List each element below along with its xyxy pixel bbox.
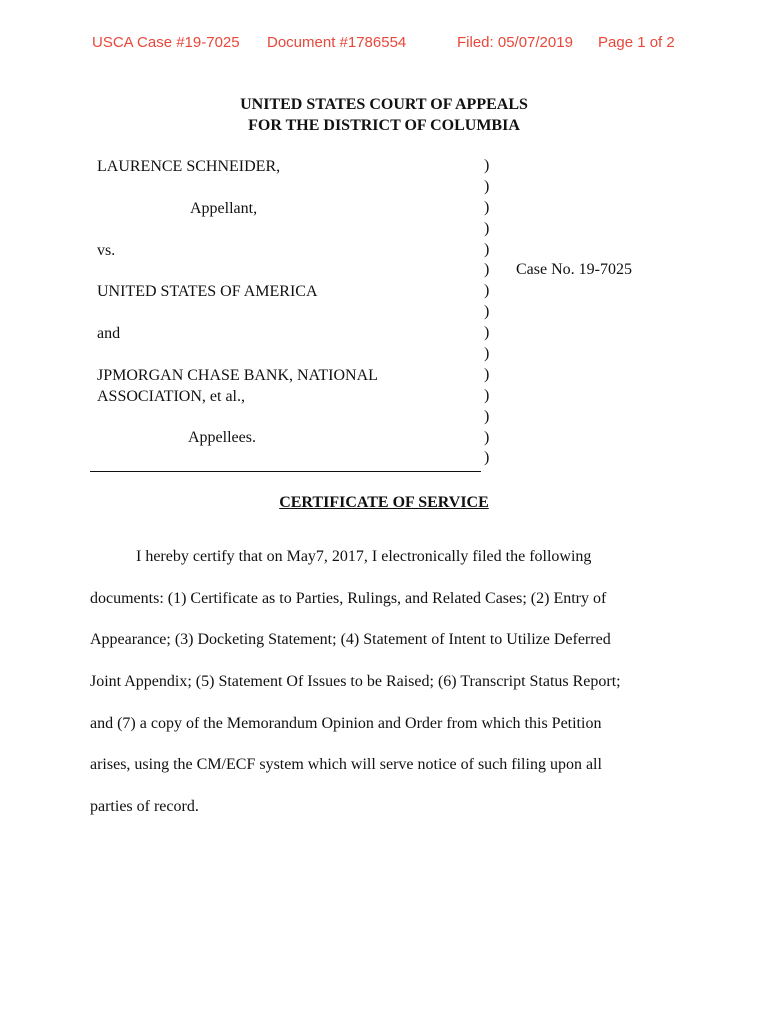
filing-header [0,34,768,54]
paren: ) [484,407,490,425]
header-page-number: Page 1 of 2 [598,34,675,51]
paren: ) [484,157,490,174]
caption-parentheses [484,156,489,469]
paren: ) [484,240,490,258]
body-line: Appearance; (3) Docketing Statement; (4) Statement of Intent to Utilize Deferred [90,631,611,649]
court-title-line1: UNITED STATES COURT OF APPEALS [240,96,528,113]
paren: ) [484,177,490,195]
paren: ) [484,219,490,237]
paren: ) [484,365,490,383]
paren: ) [484,449,490,467]
body-line: documents: (1) Certificate as to Parties, Rulings, and Related Cases; (2) Entry of [90,589,607,607]
versus: vs. [97,242,116,259]
caption-rule [90,471,481,472]
appellee-2-line2: ASSOCIATION, et al., [97,388,245,405]
paren: ) [484,428,490,446]
paren: ) [484,282,490,300]
appellee-1: UNITED STATES OF AMERICA [97,283,318,300]
body-line: I hereby certify that on May7, 2017, I electronically filed the following [136,548,592,565]
appellant-name: LAURENCE SCHNEIDER, [97,158,281,175]
paren: ) [484,386,490,404]
paren: ) [484,303,490,321]
paren: ) [484,324,490,342]
body-line: Joint Appendix; (5) Statement Of Issues to be Raised; (6) Transcript Status Report; [90,673,621,691]
header-document-number: Document #1786554 [267,34,407,51]
header-case-number: USCA Case #19-7025 [92,34,240,51]
conjunction: and [97,325,121,342]
body-line: arises, using the CM/ECF system which will serve notice of such filing upon all [90,756,602,774]
paren: ) [484,345,490,363]
body-line: and (7) a copy of the Memorandum Opinion and Order from which this Petition [90,714,602,732]
paren: ) [484,261,490,279]
case-number: Case No. 19-7025 [516,261,632,278]
appellee-2-line1: JPMORGAN CHASE BANK, NATIONAL [97,367,378,384]
court-title-line2: FOR THE DISTRICT OF COLUMBIA [248,117,520,134]
certificate-body [90,536,621,828]
certificate-title: CERTIFICATE OF SERVICE [279,494,489,511]
header-filed-date: Filed: 05/07/2019 [457,34,573,51]
appellee-role: Appellees. [188,429,256,446]
body-line: parties of record. [90,798,199,816]
paren: ) [484,198,490,216]
appellant-role: Appellant, [190,200,258,217]
court-title [0,94,768,136]
